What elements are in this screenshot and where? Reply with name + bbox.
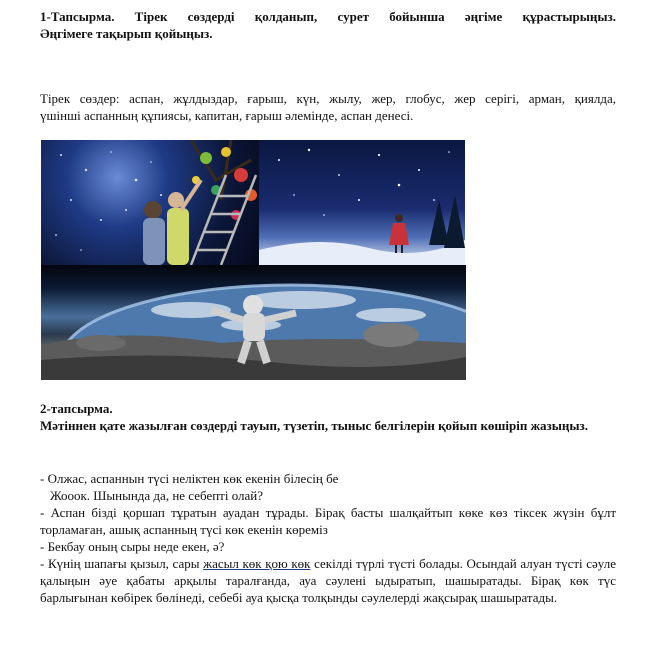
photo-children-stars-image <box>41 140 259 265</box>
photo-girl-stars-image <box>259 140 465 265</box>
keywords-paragraph <box>40 90 616 124</box>
photo-girl-stars <box>259 140 465 265</box>
photo-children-stars <box>41 140 259 265</box>
task1-heading <box>40 8 616 42</box>
dialogue-line-5 <box>40 555 616 606</box>
task2-heading <box>40 400 616 434</box>
dialogue-underlined-words: жасыл көк қою көк <box>203 556 311 571</box>
dialogue-line-5-start: - Күнің шапағы қызыл, сары <box>40 556 204 571</box>
task2-instruction: Мәтіннен қате жазылған сөздерді тауып, түзетіп, тыныс белгілерін қойып көшіріп жазыңыз. <box>40 418 589 433</box>
task1-title-line2: Әңгімеге тақырып қойыңыз. <box>40 26 213 41</box>
dialogue-text <box>40 470 616 606</box>
photo-astronaut-moon <box>41 265 466 380</box>
dialogue-line-4: - Бекбау оның сыры неде екен, ә? <box>40 539 225 554</box>
dialogue-line-1: - Олжас, аспаннын түсі неліктен көк екенін білесің бе <box>40 471 339 486</box>
dialogue-line-2: Жооок. Шынында да, не себепті олай? <box>50 488 264 503</box>
photo-astronaut-moon-image <box>41 265 466 380</box>
keywords-line1: Тірек сөздер: аспан, жұлдыздар, ғарыш, күн, жылу, жер, глобус, жер серігі, арман, қиялда, <box>40 91 616 106</box>
dialogue-line-3: - Аспан бізді қоршап тұратын ауадан тұрады. Бірақ басты шалқайтып көке көз тіксек жүзін бұлт торламаған, ашық аспанның түсі көк екенін көреміз <box>40 505 616 537</box>
keywords-line2: үшінші аспанның құпиясы, капитан, ғарыш әлемінде, аспан денесі. <box>40 108 414 123</box>
task1-title-line1: 1-Тапсырма. Тірек сөздерді қолданып, сурет бойынша әңгіме құрастырыңыз. <box>40 9 616 24</box>
dialogue-line-5-end: секілді түрлі түсті болады. Осындай алуан түсті сәуле қалыңын әуе қабаты арқылы таралғанда, ауа сәулені ыдыратып, шашыратады. Бірақ көк түс барлығынан көбірек бөлінеді, себебі ауа қысқа толқынды сәулелерді жақсырақ шашыратады. <box>40 556 616 605</box>
task2-title: 2-тапсырма. <box>40 401 113 416</box>
